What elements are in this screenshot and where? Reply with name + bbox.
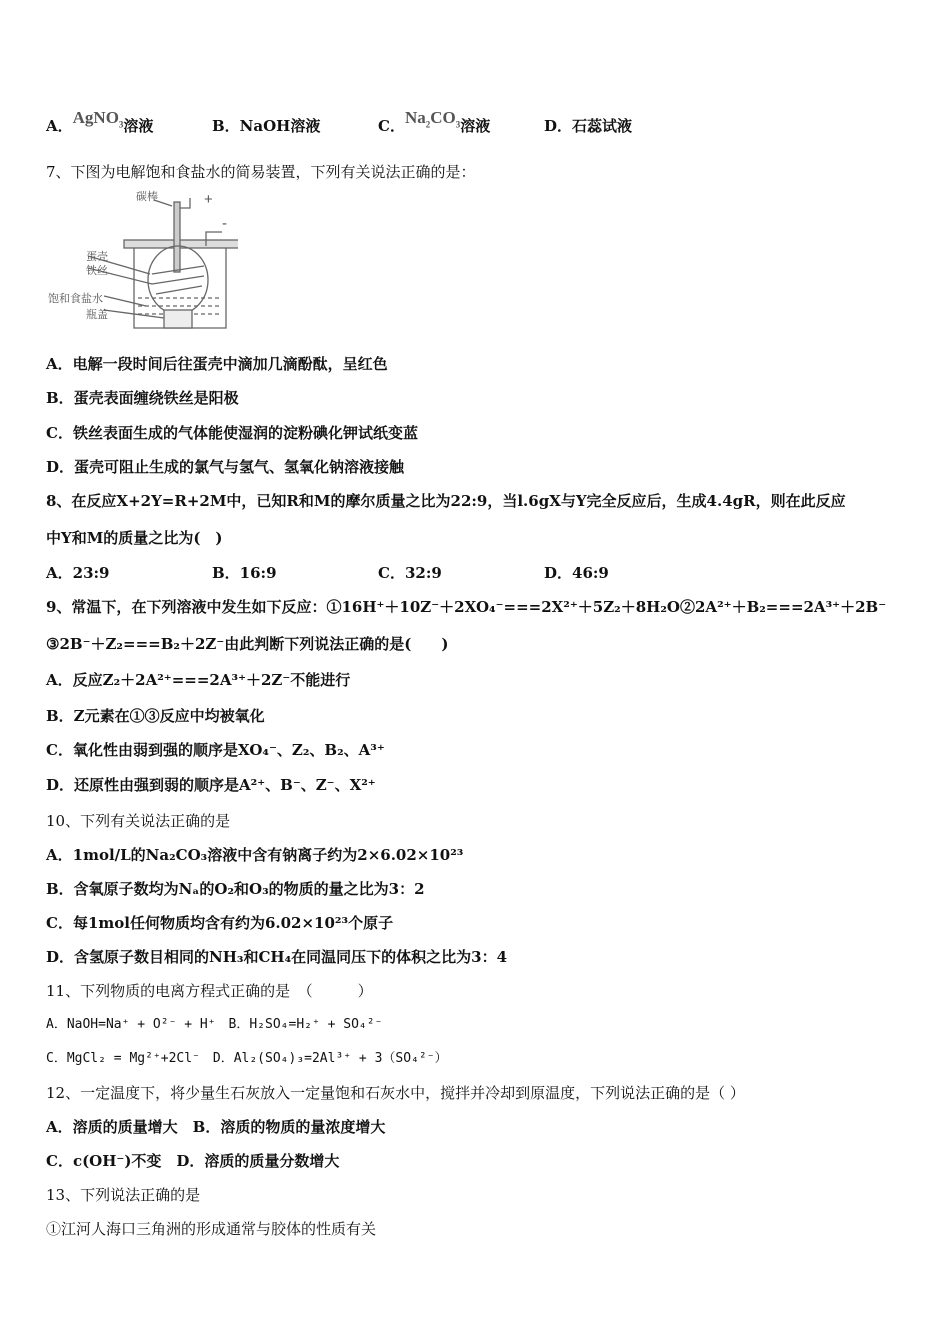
q11-options-cd: C．MgCl₂ = Mg²⁺+2Cl⁻ D．Al₂(SO₄)₃=2Al³⁺ + 3（SO₄²⁻） (46, 1051, 448, 1066)
label-dish: 瓶盖 (86, 309, 108, 321)
q8-option-a: A．23:9 (46, 564, 110, 582)
q13-stem: 13、下列说法正确的是 (46, 1186, 201, 1204)
q9-option-d: D．还原性由强到弱的顺序是A²⁺、B⁻、Z⁻、X²⁺ (46, 776, 376, 794)
label-minus: - (222, 215, 227, 232)
q10-stem: 10、下列有关说法正确的是 (46, 812, 231, 830)
q11-options-ab: A．NaOH=Na⁺ + O²⁻ + H⁺ B．H₂SO₄=H₂⁺ + SO₄²⁻ (46, 1017, 383, 1032)
q7-stem: 7、下图为电解饱和食盐水的简易装置，下列有关说法正确的是： (46, 163, 476, 181)
electrolysis-apparatus-figure (46, 188, 238, 338)
q9-option-a: A．反应Z₂＋2A²⁺===2A³⁺＋2Z⁻不能进行 (46, 671, 351, 689)
q12-options-ab: A．溶质的质量增大 B．溶质的物质的量浓度增大 (46, 1118, 386, 1136)
q8-option-b: B．16:9 (212, 564, 277, 582)
q10-option-b: B．含氧原子数均为Nₐ的O₂和O₃的物质的量之比为3：2 (46, 880, 425, 898)
q10-option-a: A．1mol/L的Na₂CO₃溶液中含有钠离子约为2×6.02×10²³ (46, 846, 464, 864)
q6-option-d: D．石蕊试液 (544, 117, 633, 135)
q8-option-d: D．46:9 (544, 564, 609, 582)
q7-option-d: D．蛋壳可阻止生成的氯气与氢气、氢氧化钠溶液接触 (46, 458, 405, 476)
q6-option-a: A．AgNO$_3$溶液 (46, 108, 154, 135)
label-rod: 碳棒 (136, 191, 158, 203)
label-shell: 蛋壳 (86, 251, 108, 263)
q10-option-d: D．含氢原子数目相同的NH₃和CH₄在同温同压下的体积之比为3：4 (46, 948, 508, 966)
q6-option-b: B．NaOH溶液 (212, 117, 321, 135)
q13-item-1: ①江河人海口三角洲的形成通常与胶体的性质有关 (46, 1220, 377, 1238)
q7-option-a: A．电解一段时间后往蛋壳中滴加几滴酚酞，呈红色 (46, 355, 388, 373)
q8-line1: 8、在反应X+2Y=R+2M中，已知R和M的摩尔质量之比为22:9，当l.6gX与Y完全反应后，生成4.4gR，则在此反应 (46, 492, 846, 510)
q9-line1: 9、常温下，在下列溶液中发生如下反应：①16H⁺＋10Z⁻＋2XO₄⁻===2X²⁺＋5Z₂＋8H₂O②2A²⁺＋B₂===2A³⁺＋2B⁻ (46, 598, 887, 616)
label-brine: 饱和食盐水 (48, 293, 103, 305)
q8-line2: 中Y和M的质量之比为( ) (46, 529, 223, 547)
q7-option-b: B．蛋壳表面缠绕铁丝是阳极 (46, 389, 239, 407)
q11-stem: 11、下列物质的电离方程式正确的是 （ ） (46, 982, 373, 1000)
q9-option-c: C．氧化性由弱到强的顺序是XO₄⁻、Z₂、B₂、A³⁺ (46, 741, 385, 759)
na2co3-formula: $Na_2CO_3$ (404, 108, 461, 130)
label-wire: 铁丝 (86, 265, 108, 277)
q10-option-c: C．每1mol任何物质均含有约为6.02×10²³个原子 (46, 914, 394, 932)
q9-option-b: B．Z元素在①③反应中均被氧化 (46, 707, 265, 725)
q9-line2: ③2B⁻＋Z₂===B₂＋2Z⁻由此判断下列说法正确的是( ) (46, 635, 449, 653)
q12-options-cd: C．c(OH⁻)不变 D．溶质的质量分数增大 (46, 1152, 340, 1170)
q6-option-c: C．$Na_2CO_3$溶液 (378, 108, 491, 135)
q7-option-c: C．铁丝表面生成的气体能使湿润的淀粉碘化钾试纸变蓝 (46, 424, 418, 442)
q12-stem: 12、一定温度下，将少量生石灰放入一定量饱和石灰水中，搅拌并冷却到原温度，下列说法正确的是（ ） (46, 1084, 745, 1102)
label-plus: + (204, 191, 213, 208)
q8-option-c: C．32:9 (378, 564, 442, 582)
agno3-formula: AgNO$_3$ (72, 108, 124, 130)
